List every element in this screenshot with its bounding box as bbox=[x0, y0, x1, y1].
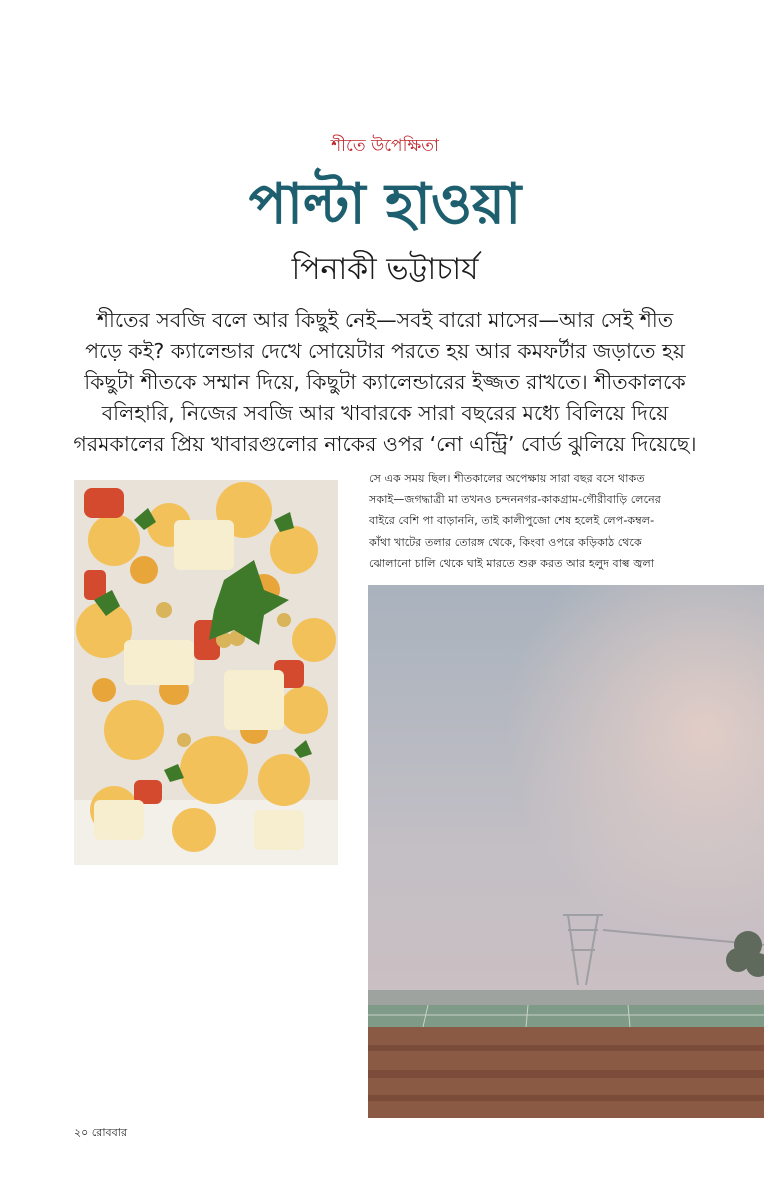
intro-line: কিছুটা শীতকে সম্মান দিয়ে, কিছুটা ক্যালেন্ডারের ইজ্জত রাখতে। শীতকালকে bbox=[84, 370, 686, 394]
article-title: পাল্টা হাওয়া bbox=[248, 172, 522, 237]
body-line: সকাই—জগদ্ধাত্রী মা তখনও চন্দননগর-কাকগ্রাম-গৌরীবাড়ি লেনের bbox=[369, 493, 661, 507]
body-paragraph bbox=[369, 468, 729, 574]
cauliflower-dish-photo bbox=[74, 480, 338, 865]
author-byline: পিনাকী ভট্টাচার্য bbox=[291, 252, 479, 287]
intro-line: পড়ে কই? ক্যালেন্ডার দেখে সোয়েটার পরতে হয় আর কমফর্টার জড়াতে হয় bbox=[85, 339, 685, 363]
intro-paragraph bbox=[60, 305, 710, 460]
body-line: ঝোলানো চালি থেকে ঘাই মারতে শুরু করত আর হলুদ বাল্ব জ্বলা bbox=[369, 556, 655, 570]
intro-line: বলিহারি, নিজের সবজি আর খাবারকে সারা বছরের মধ্যে বিলিয়ে দিয়ে bbox=[101, 401, 669, 425]
section-kicker: শীতে উপেক্ষিতা bbox=[331, 136, 439, 156]
body-line: বাইরে বেশি পা বাড়াননি, তাই কালীপুজো শেষ হলেই লেপ-কম্বল- bbox=[369, 514, 655, 528]
intro-line: গরমকালের প্রিয় খাবারগুলোর নাকের ওপর ‘নো এন্ট্রি’ বোর্ড ঝুলিয়ে দিয়েছে। bbox=[73, 432, 697, 456]
foggy-field-photo bbox=[368, 585, 764, 1118]
body-line: সে এক সময় ছিল। শীতকালের অপেক্ষায় সারা বছর বসে থাকত bbox=[369, 472, 645, 485]
page-footer: ২০ রোববার bbox=[74, 1126, 127, 1139]
body-line: কাঁথা খাটের তলার তোরঙ্গ থেকে, কিংবা ওপরে কড়িকাঠ থেকে bbox=[369, 535, 642, 549]
intro-line: শীতের সবজি বলে আর কিছুই নেই—সবই বারো মাসের—আর সেই শীত bbox=[96, 308, 674, 332]
